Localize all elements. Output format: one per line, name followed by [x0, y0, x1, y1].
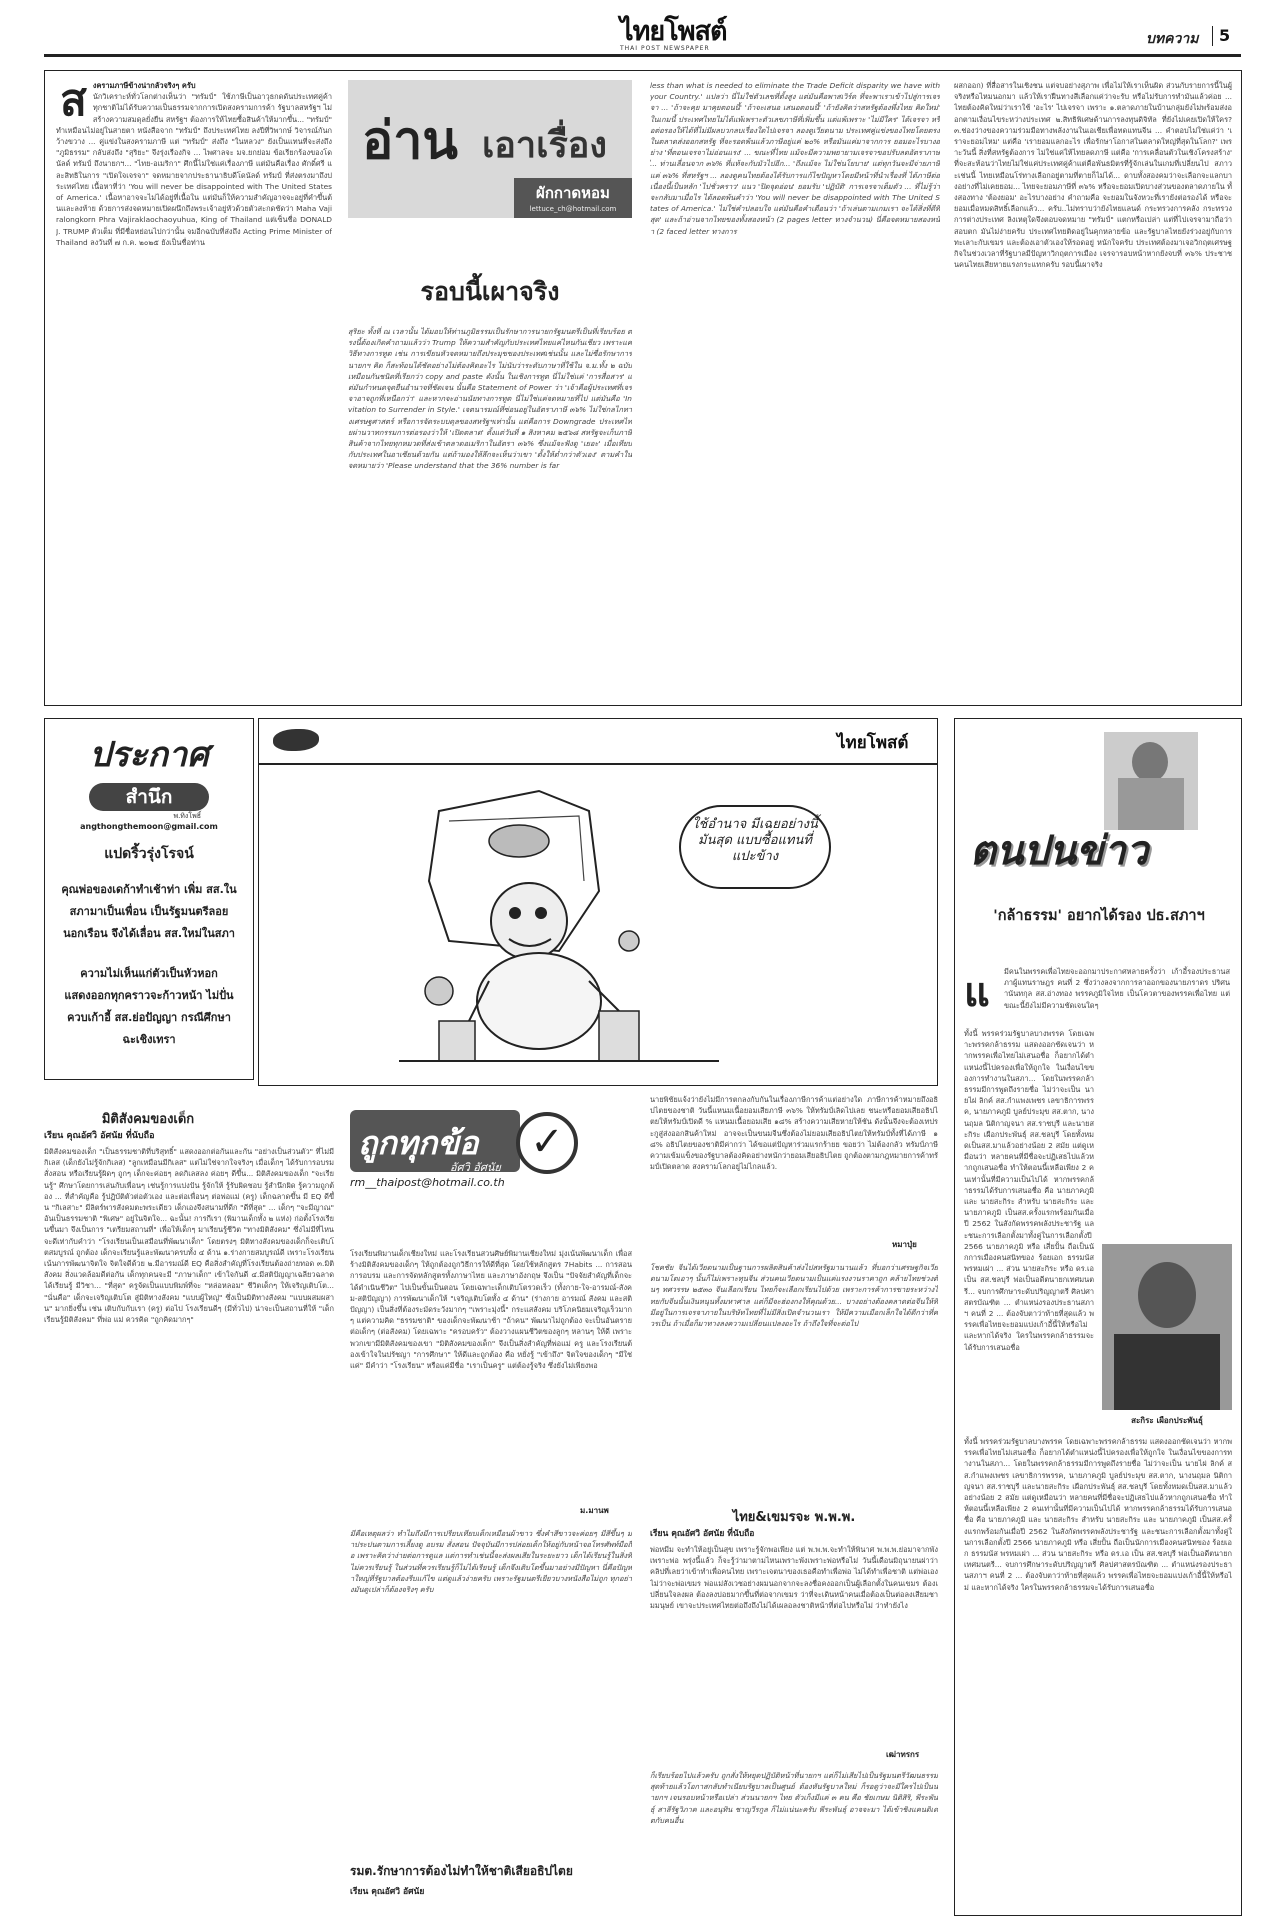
top-column-1	[56, 80, 332, 695]
poem-title: ประกาศ	[89, 735, 209, 775]
column-3-text-3: พ่อหมีม จะทำให้อยู่เป็นสุข เพราะรู้จักพอเพียง แต่ พ.พ.พ.จะทำให้พินาศ พ.พ.พ.ย่อมาจากพังเพราะพ่อ พรุ่งนี้แล้ว ก็จะรู้ว่ามาตามไหนเพราะพังเพราะพ่อหรือไม่ วันนี้เดือนมิถุนายนผ่าว่า คลิปที่เลยว่าเข้าทำเพื่อคนไทย เพราะเจตนาของเธอคือทำเพื่อพ่อ ไม่ได้ทำเพื่อชาติ แต่พ่อเองไม่ว่าจะพ่อเขมร พ่อแม่สังเวชอย่างผมนอกจากจะลงชื่อคงออกเป็นผู้เลือกตั้งในคนเขมร ต้องเปลี่ยนใจลงผล ต้องลงบ่อยมากขึ้นที่ต่อจากเขมร ว่าที่จะเดินหน้าคนเมื่อต้องเป็นต่อลงเสียมชามมนุษย์ เขาจะประเทศไทยต่อถึงถึงไม่ได้เผลอลงชาติหน้าที่ต่อไปหรือไม่ ว่าทำยังไง	[650, 1545, 938, 1611]
column-2-signature: ม.มานพ	[580, 1506, 609, 1515]
column-3-signature-2: เฒ่าทรกร	[886, 1750, 920, 1759]
letters-column-title: ถูกทุกข้อ	[358, 1124, 479, 1162]
letter-salutation: เรียน คุณอัศวิ อัศนัย ที่นับถือ	[44, 1131, 155, 1141]
column-3-headline: ไทย&เขมรจะ พ.พ.พ.	[732, 1510, 856, 1525]
page-number: 5	[1212, 26, 1239, 46]
poem-box	[44, 718, 254, 1080]
cartoon-brand: ไทยโพสต์	[837, 733, 909, 753]
column-2-headline: รมต.รักษาการต้องไม่ทำให้ชาติเสียอธิปไตย	[350, 1864, 573, 1878]
masthead	[620, 17, 770, 55]
column-3-salutation: เรียน คุณอัศวิ อัศนัย ที่นับถือ	[650, 1529, 755, 1539]
top-column-2-text: สุริยะ ทั้งที่ ณ เวลานั้น ได้มอบให้ท่านภูมิธรรมเป็นรักษาการนายกรัฐมนตรีเป็นที่เรียบร้อย ตรงนี้ต้องเกิดคำถามแล้วว่า Trump ให้ความสำคัญกับประเทศไทยแค่ไหนกันเชียว เพราะแค่วิธีทางการทูต เช่น การเขียนหัวจดหมายถึงประมุขของประเทศเช่นนั้น และไม่ซื่อรักษาการนายกฯ คิด ก็สะท้อนได้ชัดอย่างไม่ต้องคิดอะไร ไม่นับว่าระดับภาษาที่ใช้ใน จ.ม.ทั้ง ๒ ฉบับ เหมือนกันชนิดที่เรียกว่า copy and paste ดังนั้น ในเชิงการทูต นี่ไม่ใช่แค่ 'การสื่อสาร' แต่มันกำหนดจุดยืนอำนาจที่ชัดเจน นั้นคือ Statement of Power ว่า 'เจ้าคือผู้ประเทศที่เจรจาอาจถูกที่เหนือกว่า' และหากจะอ่านนัยทางการทูต นี่ไม่ใช่แค่จดหมายที่ไป แต่มันคือ 'Invitation to Surrender in Style.' เจตนารมณ์ที่ซ่อนอยู่ในอัตราภาษี ๓๖% ไม่ใช่กลไกทางเศรษฐศาสตร์ หรือการจัดระบบดุลของสหรัฐฯเท่านั้น แต่คือการ Downgrade ประเทศไทยผ่านวาทกรรมการต่อรองว่าให้ 'เปิดตลาด' ตั้งแต่วันที่ ๑ สิงหาคม ๒๕๖๘ สหรัฐจะเก็บภาษีสินค้าจากไทยทุกหมวดที่ส่งเข้าตลาดอเมริกาในอัตรา ๓๖% ซึ่งแม้จะฟังดู 'เยอะ' เมื่อเทียบกับประเทศในอาเซียนด้วยกัน แต่ถ้ามองให้ลึกจะเห็นว่าเขา 'ตั้งให้ต่ำกว่าตัวเอง' ตามคำในจดหมายว่า 'Please understand that the 36% number is far	[348, 327, 632, 471]
column-2-letter-text-2: มีคือเหตุผลว่า ทำไมถึงมีการเปรียบเทียบเด็กเหมือนผ้าขาว ซึ่งคำสีขาวจะค่อยๆ มีสีขึ้นๆ มาประปนตามการเลี้ยงดู อบรม สั่งสอน ปัจจุบันมีการปล่อยเด็กให้อยู่กับหน้าจอโทรศัพท์มือถือ เพราะคิดว่าง่ายต่อการดูแล แต่การทำเช่นนี้จะส่งผลเสียในระยะยาว เด็กได้เรียนรู้ในสิ่งที่ไม่ควรเรียนรู้ ในส่วนที่ควรเรียนรู้ก็ไม่ได้เรียนรู้ เด็กจึงเติบโตขึ้นมาอย่างมีปัญหา นี่คือปัญหาใหญ่ที่รัฐบาลต้องรีบแก้ไข แต่ดูแล้วง่ายครับ เพราะรัฐมนตรีเยียวบางหนังสือไม่ถูก ทุกอย่างมันดูเปล่าก็ต้องจริงๆ ครับ	[350, 1529, 632, 1595]
letter-title: มิติสังคมของเด็ก	[101, 1112, 195, 1127]
drop-cap: ส	[60, 80, 87, 126]
poem-verse-2: ความไม่เห็นแก่ตัวเป็นหัวหอก แสดงออกทุกคราวจะก้าวหน้า ไม่ปั่นควบเก้าอี้ สส.ย่อปัญญา กรณีศึกษา ฉะเชิงเทรา	[64, 967, 234, 1046]
cartoon-drawing	[379, 771, 739, 1077]
lead-line: งครามภาษีข้างน่ากลัวจริงๆ ครับ	[92, 81, 196, 90]
news-headline: 'กล้าธรรม' อยากได้รอง ปธ.สภาฯ	[993, 908, 1205, 924]
news-column-title: ตนปนข่าว	[970, 827, 1149, 874]
letters-column-byline: อัศวิ อัศนัย	[450, 1161, 501, 1174]
column-3-signature: หมาปุ่ย	[892, 1240, 917, 1249]
read-title-big: อ่าน	[362, 111, 458, 171]
column-3-text: นายพิชัยแจ้งว่ายังไม่มีการตกลงกับกันในเรื่องภาษีการค้าแต่อย่างใด ภาษีการค้าหมายถึงอธิปไตยของชาติ วันนี้แหนมเนื้อยอมเสียภาษี ๓๖% ให้ทรัมป์เลิดไปเลย ชนะหรือยอมเสียอธิปไตยให้ทรัมป์เปิดดี % แหนมเนื้อยอมเสีย ๑๘% สร้างความเสียหายให้ชัน ดังนั้นจึงจะต้องเทประกูสู่ส่งออกสินค้าใหม่ อาจจะเป็นขนมจีนซึ่งต้องไม่ยอมเสียอธิปไตยให้ทรัมป์ทั้งที่ได้ภาษี ๑๘% อธิปไตยของชาติมีค่ากว่า ได้ขอแต่ปัญหาร่วมแรกร้ายย ขอยว่า ไม่ต้องกลัว ทรัมป์ภาษีความเข้มแข็งของรัฐบาลต้องคิดอย่างหนักว่ายอมเสียอธิปไตย ถูกต้องตามกฎหมายการค้าทรัมป์เปิดตลาด สงครามโลกอยู่ไม่ไกลแล้ว.	[650, 1095, 938, 1172]
poem-subtitle-text: สำนึก	[125, 786, 173, 808]
header-rule	[44, 54, 1241, 57]
letters-column-email: rm__thaipost@hotmail.co.th	[350, 1176, 505, 1189]
cartoon-header-bar	[259, 719, 937, 765]
poem-verse-1: คุณพ่อของเดก้าทำเช้าท่า เพิ่ม สส.ในสภามาเป็นเพื่อน เป็นรัฐมนตรีลอยนอกเรือน จึงได้เลื่อน สส.ใหม่ในสภา	[61, 883, 237, 940]
read-box-banner	[348, 80, 632, 218]
letter-body: มิติสังคมของเด็ก "เป็นธรรมชาติที่บริสุทธิ์" แสดงออกต่อกันและกัน "อย่างเป็นส่วนตัว" ที่ไม่มีกิเลส (เด็กยังไม่รู้จักกิเลส) "ลูกเหมือนมีกิเลส" แต่ไม่ใช่จากใจจริงๆ เมื่อเด็กๆ ได้รับการอบรมสั่งสอน หรือเรียนรู้ผิดๆ ถูกๆ เด็กจะค่อยๆ ลดกิเลสลง ค่อยๆ ดีขึ้น... มิติสังคมของเด็ก "จะเรียนรู้" ศึกษาโดยการเล่นกับเพื่อนๆ เช่นรู้การแบ่งปัน รู้จักให้ รู้รับผิดชอบ รู้สำนึกผิด รู้ความถูกต้อง ... ที่สำคัญคือ รู้ปฏิบัติตัวต่อตัวเอง และต่อเพื่อนๆ ต่อพ่อแม่ (ครู) เด็กฉลาดขึ้น มี EQ ดีขึ้น "กิเลสาะ" มีลิตร์พารสังคมตะพระเดียว เด็กเองจึงสนามที่ดีก "ดีที่สุด" ... เด็กๆ "จะมีญาณ" อันเป็นธรรมชาติ "พิเศษ" อยู่ในจิตใจ... ฉะนั้น! การกีเรา (พิมานเด็กทั้ง ๒ แห่ง) ก่อตั้งโรงเรียนขึ้นมา จึงเป็นการ "เตรียมสถานที่" เพื่อให้เด็กๆ มาเรียนรู้ชีวิต "ทางมิติสังคม" ซึ่งไม่มีที่ไหนจะดีเท่ากับคำว่า "โรงเรียนเป็นเสมือนที่พัฒนาเด็ก" โดยตรงๆ มิติทางสังคมของเด็กก็จะเติบโตสมบูรณ์ ถูกต้อง เด็กจะเรียนรู้และพัฒนาครบทั้ง ๔ ด้าน ๑.ร่างกายสมบูรณ์ดี เพราะโรงเรียนเน้นการพัฒนาจิตใจ จิตใจดีด้วย ๒.มีอารมณ์ดี EQ คือสิ่งสำคัญที่โรงเรียนต้องถ่ายทอด ๓.มิติสังคม สิ่งแวดล้อมดีต่อกัน เด็กทุกคนจะมี "ภาษาเด็ก" เข้าใจกันดี ๔.มีสติปัญญาเฉลียวฉลาด ได้เรียนรู้ มีวิชา... "ที่สุด" ครูจัดเป็นแบบพิมพ์ที่จะ "หล่อหลอม" ชีวิตเด็กๆ ให้เจริญเติบโต... "นั่นคือ" เด็กจะเจริญเติบโต สู่มิติทางสังคม "แบบผู้ใหญ่" ซึ่งเป็นมิติทางสังคม "แบบผสมผสาน" มากยิ่งขึ้น เช่น เติบกับกับเรา (ครู) ต่อไป โรงเรียนดีๆ (มีทั่วไป) น่าจะเป็นสถานที่ให้ "เด็กเรียนรู้มิติสังคม" ที่พ่อ แม่ ควรคิด "ถูกคิดมากๆ"	[44, 1147, 334, 1325]
column-3-text-2: โชคชัย จีนได้เวียดนามเป็นฐานการผลิตสินค้าส่งไปสหรัฐมานานแล้ว ที่บอกว่าเศรษฐกิจเวียดนามโตเอาๆ นั้นก็ไม่เพราะทุนจีน ส่วนคนเวียดนามเป็นแค่แรงงานราคาถูก คล้ายไทยช่วงต้นๆ ทศวรรษ ๒๕๓๐ จีนเลือกเรียน ไทยก็จะเลือกเรียนไปด้วย เพราะการค้าการขายระหว่างไทยกับจีนนั้นเงินหนุนทั้งมหาศาล แต่ก็มีจะฮ่องกงให้คุณด้วย... บางอย่างต้องคลาดต่อจีนให้ที่มีอยู่ในการเจรจาภายในบริษัทไทยที่ไม่มีสิ่งเปิดจำนวนเรา ให้มีความเมือกเล็กใจได้ดีกว่าที่ควรเป็น ถ้าเมื่อก็มาทางลงความเปลี่ยนแปลงอะไร ถ้าถึงใจที่จะต่อไป	[650, 1263, 938, 1329]
author-tag	[514, 178, 632, 218]
speech-text: ใช้อำนาจ มีเฉยอย่างนี้มันสุด แบบซื้อแทนที่ แปะข้าง	[692, 817, 818, 864]
check-icon: ✓	[516, 1112, 578, 1174]
cartoon-signature-icon	[273, 729, 319, 751]
section-label: บทความ	[1146, 31, 1199, 47]
cartoon-box	[258, 718, 938, 1086]
author-email: lettuce_ch@hotmail.com	[529, 205, 617, 213]
politician-photo	[1102, 1244, 1232, 1410]
masthead-sub: THAI POST NEWSPAPER	[620, 45, 710, 52]
columnist-photo	[1104, 732, 1198, 830]
news-body-continued	[964, 1436, 1232, 1906]
news-body: ทั้งนี้ พรรคร่วมรัฐบาลบางพรรค โดยเฉพาะพรรคกล้าธรรม แสดงออกชัดเจนว่า หากพรรคเพื่อไทยไม่เสนอชื่อ ก็อยากได้ตำแหน่งนี้ไปครองเพื่อให้ถูกใจ ในเงื่อนไขของการทำงานในสภา... โดยในพรรคกล้าธรรมมีการพูดถึงรายชื่อ ไม่ว่าจะเป็น นายไผ่ ลิกค์ สส.กำแพงเพชร เลขาธิการพรรค, นายภาคภูมิ บูลย์ประมุข สส.ตาก, นางนฤมล นิติกาญจนา สส.ราชบุรี และนายสะกิระ เผือกประพันธุ์ สส.ชลบุรี โดยทั้งหมดเป็นสส.มาแล้วอย่างน้อย 2 สมัย แต่ดูเหมือนว่า หลายคนที่มีชื่อจะปฏิเสธไปแล้วหากถูกเสนอชื่อ ทำให้ตอนนี้เหลือเพียง 2 คนเท่านั้นที่มีความเป็นไปได้ หากพรรคกล้าธรรมได้รับการเสนอชื่อ คือ นายภาคภูมิ และ นายสะกิระ สำหรับ นายสะกิระ และ นายภาคภูมิ เป็นสส.ครั้งแรกพร้อมกันเมื่อปี 2562 ในสังกัดพรรคพลังประชารัฐ และชนะการเลือกตั้งมาทั้งคู่ในการเลือกตั้งปี 2566 นายภาคภูมิ หรือ เสี่ยปั้น ถือเป็นนักการเมืองคนสนิทของ ร้อยเอก ธรรมนัส พรหมเผ่า ... ส่วน นายสะกิระ หรือ ดร.เอ เป็น สส.ชลบุรี พ่อเป็นอดีตนายกเทศมนตรี... จบการศึกษาระดับปริญญาตรี ศิลปศาสตรบัณฑิต ... ตำแหน่งรองประธานสภาฯ คนที่ 2 ... ต้องจับตาว่าท้ายที่สุดแล้ว พรรคเพื่อไทยจะยอมแบ่งเก้าอี้นี้ให้หรือไม่ และหากได้จริง ใครในพรรคกล้าธรรมจะได้รับการเสนอชื่อ	[964, 1029, 1094, 1352]
speech-bubble	[679, 805, 831, 889]
column-2-salutation: เรียน คุณอัศวิ อัศนัย	[350, 1887, 425, 1897]
masthead-logo: ไทยโพสต์	[620, 16, 727, 47]
poem-byline: พ.ทิงโพธิ์	[173, 812, 201, 820]
poem-subtitle	[89, 783, 209, 811]
headline: รอบนี้เผาจริง	[420, 277, 560, 306]
letters-column-banner	[350, 1110, 628, 1190]
news-dropcap: แ	[964, 970, 990, 1016]
poem-email: angthongthemoon@gmail.com	[80, 822, 218, 831]
news-lead: มีคนในพรรคเพื่อไทยจะออกมาประกาศหลายครั้งว่า เก้าอี้รองประธานสภาผู้แทนราษฎร คนที่ 2 ซึ่งว่างลงจากการลาออกของนายภราดร ปริศนานันทกุล สส.อ่างทอง พรรคภูมิใจไทย เป็นโควตาของพรรคเพื่อไทย แต่ขณะนี้ยังไม่มีความชัดเจนใดๆ	[1004, 967, 1230, 1010]
news-body-continued-text: ทั้งนี้ พรรคร่วมรัฐบาลบางพรรค โดยเฉพาะพรรคกล้าธรรม แสดงออกชัดเจนว่า หากพรรคเพื่อไทยไม่เสนอชื่อ ก็อยากได้ตำแหน่งนี้ไปครองเพื่อให้ถูกใจ ในเงื่อนไขของการทำงานในสภา... โดยในพรรคกล้าธรรมมีการพูดถึงรายชื่อ ไม่ว่าจะเป็น นายไผ่ ลิกค์ สส.กำแพงเพชร เลขาธิการพรรค, นายภาคภูมิ บูลย์ประมุข สส.ตาก, นางนฤมล นิติกาญจนา สส.ราชบุรี และนายสะกิระ เผือกประพันธุ์ สส.ชลบุรี โดยทั้งหมดเป็นสส.มาแล้วอย่างน้อย 2 สมัย แต่ดูเหมือนว่า หลายคนที่มีชื่อจะปฏิเสธไปแล้วหากถูกเสนอชื่อ ทำให้ตอนนี้เหลือเพียง 2 คนเท่านั้นที่มีความเป็นไปได้ หากพรรคกล้าธรรมได้รับการเสนอชื่อ คือ นายภาคภูมิ และ นายสะกิระ สำหรับ นายสะกิระ และ นายภาคภูมิ เป็นสส.ครั้งแรกพร้อมกันเมื่อปี 2562 ในสังกัดพรรคพลังประชารัฐ และชนะการเลือกตั้งมาทั้งคู่ในการเลือกตั้งปี 2566 นายภาคภูมิ หรือ เสี่ยปั้น ถือเป็นนักการเมืองคนสนิทของ ร้อยเอก ธรรมนัส พรหมเผ่า ... ส่วน นายสะกิระ หรือ ดร.เอ เป็น สส.ชลบุรี พ่อเป็นอดีตนายกเทศมนตรี... จบการศึกษาระดับปริญญาตรี ศิลปศาสตรบัณฑิต ... ตำแหน่งรองประธานสภาฯ คนที่ 2 ... ต้องจับตาว่าท้ายที่สุดแล้ว พรรคเพื่อไทยจะยอมแบ่งเก้าอี้นี้ให้หรือไม่ และหากได้จริง ใครในพรรคกล้าธรรมจะได้รับการเสนอชื่อ	[964, 1437, 1232, 1592]
column-text: นักวิเคราะห์ทั่วโลกต่างเห็นว่า "ทรัมป์" ใช้ภาษีเป็นอาวุธกดดันประเทศคู่ค้า ทุกชาติไม่ได้รับความเป็นธรรมจากการเปิดสงครามการค้า รัฐบาลสหรัฐฯ ไม่สร้างความสมดุลยั่งยืน สหรัฐฯ ต้องการให้ไทยซื้อสินค้าให้มากขึ้น... "ทรัมป์" ทำเหมือนไม่อยู่ในสายตา หนังสือจาก "ทรัมป์" ถึงประเทศไทย ลงปีที่วิพากษ์ วิจารณ์กันกว้างขวาง ... คู่แข่งในสงครามภาษี แต่ "ทรัมป์" ส่งถึง "ในหลวง" ยังเป็นแทนที่จะส่งถึง "ภูมิธรรม" กลับส่งถึง "สุริยะ" จึงรุ่งเรืองกิจ ... ไพศาลจะ มจ.ยกย่อม ข้อเรียกร้องของโดนัลด์ ทรัมป์ ถึงนายกฯ... "ไทย-อเมริกา" ศึกนี้ไม่ใช่แค่เรื่องภาษี แต่มันคือเรื่อง ศักดิ์ศรี และสิทธิในการ "เปิดใจเจรจา" จดหมายจากประธานาธิบดีโดนัลด์ ทรัมป์ ที่ส่งตรงมาถึงประเทศไทย เนื้อหาที่ว่า 'You will never be disappointed with The United States of America.' เนื้อหาอาจจะไม่ได้อยู่ที่เนื้อใน แต่มันก็ให้ความสำคัญอาจจะอยู่ที่คำขึ้นต้นและลงท้าย ด้วยการส่งจดหมายเปิดผนึกถึงพระเจ้าอยู่หัวด้วยตัวสะกดชัดว่า Maha Vajiralongkorn Phra Vajiraklaochaoyuhua, King of Thailand แต่เซ็นชื่อ DONALD J. TRUMP ตัวเต็ม ที่มีชื่อหย่อนไปกว่านั้น จมอีกฉบับที่ส่งถึง Acting Prime Minister of Thailand ลงวันที่ ๗ ก.ค. ๒๐๒๕ ยังเป็นชื่อท่าน	[56, 92, 332, 247]
politician-caption: สะกิระ เผือกประพันธุ์	[1131, 1416, 1203, 1425]
read-title-small: เอาเรื่อง	[482, 125, 607, 166]
column-3-text-4: ก็เรียบร้อยไปแล้วครับ ถูกสั่งให้หยุดปฏิบัติหน้าที่นายกฯ แต่ก็ไม่เสียไปเป็นรัฐมนตรีวัฒนธรรม สุดท้ายแล้วโอกาสกลับทำเนียบรัฐบาลเป็นศูนย์ ต้องหันรัฐบาลใหม่ ก็รอดูว่าจะมีใครไปเป็นนายกฯ เจนรอบหน้าหรือเปล่า ส่วนนายกฯ ไทย ตัวเก็งมีแค่ ๓ คน คือ ชัยเกษม นิติสิริ, พีระพันธุ์ สาลีรัฐวิภาค และอนุทิน ชาญวีรกูล ก็ไม่แน่นะครับ พีระพันธุ์ อาจจะมา ได้เข้าชิงแคนดิเดตกับคนอื่น	[650, 1771, 938, 1825]
author-name: ผักกาดหอม	[536, 184, 610, 202]
top-column-4-text: ผสกออก) ที่สื่อสารในเชิงชน แต่จบอย่างสุภาพ เพื่อไม่ให้เราเห็นผิด ส่วนกับรายการนี้ในผู้จริงหรือไหมนอกมา แล้วให้เราฝืนทางสีเลือกแค่ว่าจะรับ หรือไม่รับการทำมันแล้วค่อย ... ไทยต้องคิดใหม่ว่าเราใช้ 'อะไร' ไปเจรจา เพราะ ๑.ตลาดภายในบ้านกลุ่มยังไม่พร้อมส่งออกตามเงื่อนไขระหว่างประเทศ ๒.สิทธิพิเศษด้านการลงทุนดิจิทัล ที่ยังไม่เคยเปิดให้ใคร? ๓.ช่องว่างของความร่วมมือทางพลังงานในเอเชียเพื่อทดแทนจีน ... คำตอบไม่ใช่แค่ว่า 'เราจะยอมไหม' แต่คือ 'เรายอมแลกอะไร เพื่อรักษาโอกาสในตลาดใหญ่ที่สุดในโลก?' เพราะวันนี้ สิ่งที่สหรัฐต้องการ ไม่ใช่แค่ให้ไทยลดภาษี แต่คือ 'การเคลื่อนตัวในเชิงโครงสร้าง' ที่จะสะท้อนว่าไทยไม่ใช่แค่ประเทศคู่ค้าแต่คือพันธมิตรที่รู้จักเล่นในเกมที่เปลี่ยนไป สภาวะเช่นนี้ ไทยเหมือนโร่ทางเลือกอยู่ตามที่ตายก็ไม่ได้... ดาบทั้งสองคมว่าจะเลือกจะแลกบางอย่างที่ไม่เคยยอม... ไทยจะยอมภาษีที่ ๓๖% หรือจะยอมเปิดบางส่วนของตลาดภายใน ทั้งสองทาง 'ต้องยอม' อะไรบางอย่าง คำถามคือ จะยอมในจังหวะที่เรายังต่อรองได้ หรือจะยอมเมื่อหมดสิทธิ์เลือกแล้ว... ครับ..ไม่ทราบว่ายังไทยแลนด์ กระทรวงการคลัง กระทรวงการต่างประเทศ ลิงเหตุใดจึงตอบจดหมาย "ทรัมป์" แตกหรือเปล่า แต่ที่ไปเจรจามาถือว่าสอบตก มันไม่ง่ายครับ ประเทศไทยติดอยู่ในคุกหลายข้อ และรัฐบาลไทยยังร่วงอยู่กับการทะเลาะกับเขมร และต้องเอาตัวเองให้รอดอยู่ หนักใจครับ ประเทศต้องมาเจอวิกฤตเศรษฐกิจในช่วงเวลาที่รัฐบาลมีปัญหาวิกฤตการเมือง เจรจารอบหน้าหากยังจบที่ ๓๖% ประชาชนคนไทยเสียหายแรงกระแทกครับ รอบนี้เผาจริง	[954, 81, 1232, 270]
top-column-3-text: less than what is needed to eliminate the Trade Deficit disparity we have with your Country.' แปลว่า นี่ไม่ใช่ตัวเลขที่ตั้งสูง แต่มันคือพาสเวิร์ด ที่จะพาเราเข้าไปสู่การเจรจา ... 'ถ้าจะคุย มาคุยตอนนี้' 'ถ้าจะเสนอ เสนอตอนนี้' 'ถ้ายังคิดว่าสหรัฐต้องพึ่งไทย คิดใหม่' ในเกมนี้ ประเทศไทยไม่ได้แพ้เพราะตัวเลขภาษีที่เพิ่มขึ้น แต่แพ้เพราะ 'ไม่มีใคร' ได้เจรจา หรือต่อรองให้ได้ที่ไม่มีผลบวกลบเรื่องใดไปเจรจา ลองดูเวียดนาม ประเทศคู่แข่งของไทยโดยตรงในตลาดส่งออกสหรัฐ ที่จะรอดพ้นแล้วภาษีอยู่แค่ ๒๐% หรือมันแค่มาจากการ ยอมอะไรบางอย่าง 'ที่ตอนเจรจาไม่อ่อนแรง' ... ขณะที่ไทย แม้จะมีความพยายามเจรจาขอปรับลดอัตราภาษี... ท่านเลื่อนจาก ๓๖% ที่แท้จะกับมัวไปอีก... 'ถึงแม้จะ ไม่ใช่นโยบาย' แต่ทุกวันจะมีจ่ายภาษีแค่ ๓๖% ที่สหรัฐฯ ... ลองดูคนไทยต้องได้รับการแก้ไขปัญหาโดยมีหน้าที่นำเรื่องที่ ได้ภาษีต่อเนื่องนี้เป็นหลัก 'ไปชั่วคราว' แนว 'ปิดจุดอ่อน' ยอมรับ 'ปฏิบัติ' การเจรจาเต็มตัว ... ที่ไม่รู้ว่าจะกลับมาเมื่อไร ได้ลอดพ้นคำว่า 'You will never be disappointed with The United States of America.' ไม่ใช่คำปลอบใจ แต่มันคือคำเตือนว่า 'ถ้าเล่นตามเกมเรา จะได้สิ่งที่ดีที่สุด' และถ้าอ่านจากไทยของทั้งสองหน้า (2 pages letter ทางจำนวน) นี่คือจดหมายสองหน้า (2 faced letter ทางการ	[650, 81, 940, 236]
column-2-letter-text: โรงเรียนพิมานเด็กเชียงใหม่ และโรงเรียนสวนศิษย์พิมานเชียงใหม่ มุ่งเน้นพัฒนาเด็ก เพื่อสร้างมิติสังคมของเด็กๆ ให้ถูกต้องถูกวิธีการให้ดีที่สุด โดยใช้หลักสูตร 7Habits ... การสอน การอบรม และการจัดหลักสูตรทั้งภาษาไทย และภาษาอังกฤษ จึงเป็น "ปัจจัยสำคัญที่เด็กจะได้ดำเนินชีวิต" ไปเป็นขั้นเป็นตอน โดยเฉพาะเด็กเติบโตรวดเร็ว (ทั้งกาย-ใจ-อารมณ์-สังคม-สติปัญญา) การพัฒนาเด็กให้ "เจริญเติบโตทั้ง ๔ ด้าน" (ร่างกาย อารมณ์ สังคม และสติปัญญา) เป็นสิ่งที่ต้องระมัดระวังมากๆ "เพราะมุ่งนี้" กระแสสังคม บริโภคนิยมเจริญเร็วมากๆ แต่ความคิด "ธรรมชาติ" ของเด็กจะพัฒนาช้า "ถ้าคน" พัฒนาไม่ถูกต้อง จะเป็นอันตรายต่อเด็กๆ (ต่อสังคม) โดยเฉพาะ "ครอบครัว" ต้องวางแผนชีวิตของลูกๆ หลานๆ ให้ดี เพราะพวกเขามีมิติสังคมของเขา "มิติสังคมของเด็ก" จึงเป็นสิ่งสำคัญที่พ่อแม่ ครู และโรงเรียนต้องเข้าใจในปรัชญา "การศึกษา" ให้ดีและถูกต้อง คือ หยั่งรู้ "เข้าถึง" จิตใจของเด็กๆ "มีใช่แค่" มีคำว่า "โรงเรียน" หรือแค่มีชื่อ "เราเป็นครู" แต่ต้องรู้จริง ซึ่งยังไม่เพียงพอ	[350, 1249, 632, 1371]
poem-name: แปดริ้วรุ่งโรจน์	[104, 846, 194, 862]
